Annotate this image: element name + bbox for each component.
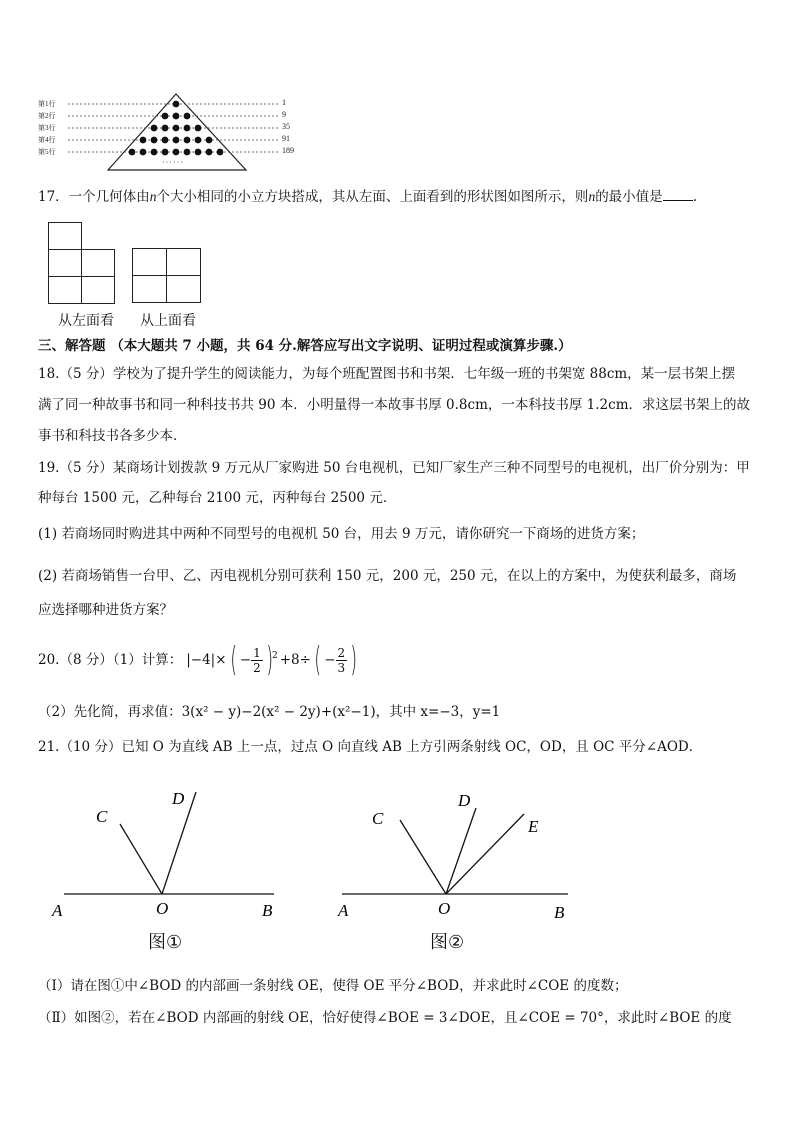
- row-label: 第3行: [38, 124, 56, 132]
- row-label: 第1行: [38, 100, 56, 108]
- angle-figure-1: [44, 780, 294, 920]
- q17-text-b: 个大小相同的小立方块搭成，其从左面、上面看到的形状图如图所示，则: [156, 189, 589, 205]
- dot: [195, 137, 202, 144]
- q18-line-2: 满了同一种故事书和同一种科技书共 90 本．小明量得一本故事书厚 0.8cm，一本科技书厚 1.2cm．求这层书架上的故: [38, 397, 751, 413]
- label-d: D: [458, 791, 471, 810]
- q19-part-1: (1) 若商场同时购进其中两种不同型号的电视机 50 台，用去 9 万元，请你研究一下商场的进货方案；: [38, 526, 645, 542]
- grid-cell: [81, 249, 115, 277]
- right-paren: ): [266, 640, 273, 680]
- row-label: 第4行: [38, 136, 56, 144]
- grid-cell: [48, 249, 82, 277]
- dot: [151, 149, 158, 156]
- dot: [206, 149, 213, 156]
- row-value: 189: [282, 146, 294, 155]
- dot: [173, 149, 180, 156]
- q19-part-2-line-1: (2) 若商场销售一台甲、乙、丙电视机分别可获利 150 元，200 元，250 元，在以上的方案中，为使获利最多，商场: [38, 568, 737, 584]
- ray-oe: [446, 814, 524, 894]
- label-d: D: [172, 789, 185, 808]
- grid-cell: [132, 275, 167, 303]
- angle-figure-2: [330, 780, 590, 920]
- row-value: 1: [282, 98, 286, 107]
- row-value: 35: [282, 122, 290, 131]
- figure-1-caption: 图①: [148, 932, 183, 953]
- top-view-caption: 从上面看: [140, 313, 196, 329]
- q20-prefix: 20.（8 分）（1）计算：: [38, 652, 183, 668]
- dot: [151, 125, 158, 132]
- q17-var-n-2: n: [588, 189, 596, 204]
- row-value: 9: [282, 110, 286, 119]
- dot: [195, 149, 202, 156]
- row-label: 第2行: [38, 112, 56, 120]
- grid-cell: [166, 275, 201, 303]
- dot: [173, 101, 180, 108]
- q21-part-1: （Ⅰ）请在图①中∠BOD 的内部画一条射线 OE，使得 OE 平分∠BOD，并求此时∠COE 的度数；: [38, 978, 628, 994]
- label-a: A: [52, 901, 63, 920]
- q20-abs: |−4|×: [186, 652, 227, 668]
- q17-var-n: n: [149, 189, 157, 204]
- q20-div: +8÷: [279, 652, 311, 668]
- q19-line-2: 种每台 1500 元，乙种每台 2100 元，丙种每台 2500 元．: [38, 490, 397, 506]
- dot: [173, 125, 180, 132]
- left-view-caption: 从左面看: [58, 313, 114, 329]
- q18-line-3: 事书和科技书各多少本．: [38, 428, 187, 444]
- dot: [206, 137, 213, 144]
- label-e: E: [528, 817, 539, 836]
- label-c: C: [372, 809, 384, 828]
- frac1-den: 2: [253, 660, 261, 675]
- dot: [162, 113, 169, 120]
- dot: [151, 137, 158, 144]
- left-paren-2: (: [314, 640, 321, 680]
- dot-triangle-figure: [38, 92, 298, 172]
- grid-cell: [166, 248, 201, 276]
- label-b: B: [554, 903, 565, 920]
- q21-line-1: 21.（10 分）已知 O 为直线 AB 上一点，过点 O 向直线 AB 上方引两条射线 OC，OD，且 OC 平分∠AOD．: [38, 739, 703, 755]
- row-value: 91: [282, 134, 290, 143]
- q17-end: .: [692, 189, 697, 205]
- fraction-2: [336, 646, 348, 675]
- question-17: [38, 186, 697, 207]
- frac1-num: 1: [253, 645, 261, 660]
- dot: [173, 113, 180, 120]
- ray-od: [446, 808, 476, 894]
- label-a: A: [338, 901, 349, 920]
- label-c: C: [96, 807, 108, 826]
- q20-neg: −: [239, 652, 252, 668]
- grid-cell: [132, 248, 167, 276]
- dot: [184, 137, 191, 144]
- dot: [129, 149, 136, 156]
- q17-text-c: 的最小值是: [595, 189, 663, 205]
- q18-line-1: 18.（5 分）学校为了提升学生的阅读能力，为每个班配置图书和书架．七年级一班的书架宽 88cm，某一层书架上摆: [38, 366, 736, 382]
- label-b: B: [262, 901, 273, 920]
- q19-line-1: 19.（5 分）某商场计划拨款 9 万元从厂家购进 50 台电视机，已知厂家生产三种不同型号的电视机，出厂价分别为：甲: [38, 460, 750, 476]
- section-heading: 三、解答题 （本大题共 7 小题，共 64 分.解答应写出文字说明、证明过程或演算步骤.）: [38, 338, 572, 354]
- grid-cell: [48, 276, 82, 304]
- ellipsis: ······: [162, 158, 184, 167]
- frac2-den: 3: [337, 660, 346, 675]
- q20-part-1: [38, 640, 360, 680]
- dot: [184, 113, 191, 120]
- dot: [195, 125, 202, 132]
- q21-part-2: （Ⅱ）如图②，若在∠BOD 内部画的射线 OE，恰好使得∠BOE = 3∠DOE，且∠COE = 70°，求此时∠BOE 的度: [38, 1010, 732, 1026]
- answer-blank: [663, 186, 693, 201]
- ray-oc: [120, 824, 162, 894]
- dot: [162, 125, 169, 132]
- dot: [217, 149, 224, 156]
- dot: [173, 137, 180, 144]
- q17-text-a: 17．一个几何体由: [38, 189, 150, 205]
- left-view-grid: [46, 222, 118, 308]
- grid-cell: [81, 276, 115, 304]
- fraction-1: [251, 646, 263, 675]
- q20-part-2: （2）先化简，再求值：3(x² − y)−2(x² − 2y)+(x²−1)，其中 x=−3，y=1: [38, 704, 501, 720]
- q20-neg-2: −: [324, 652, 336, 668]
- dot: [162, 137, 169, 144]
- label-o: O: [156, 899, 169, 918]
- dot: [162, 149, 169, 156]
- label-o: O: [438, 899, 451, 918]
- left-paren: (: [229, 640, 237, 680]
- frac2-num: 2: [337, 645, 346, 660]
- q19-part-2-line-2: 应选择哪种进货方案？: [38, 602, 173, 618]
- figure-2-caption: 图②: [430, 932, 465, 953]
- dot: [140, 149, 147, 156]
- dot: [184, 125, 191, 132]
- dot: [184, 149, 191, 156]
- top-view-grid: [132, 248, 204, 308]
- grid-cell: [48, 222, 82, 250]
- dot: [140, 137, 147, 144]
- row-label: 第5行: [38, 148, 56, 156]
- right-paren-2: ): [350, 640, 358, 680]
- ray-oc: [400, 820, 446, 894]
- exponent: 2: [272, 651, 278, 661]
